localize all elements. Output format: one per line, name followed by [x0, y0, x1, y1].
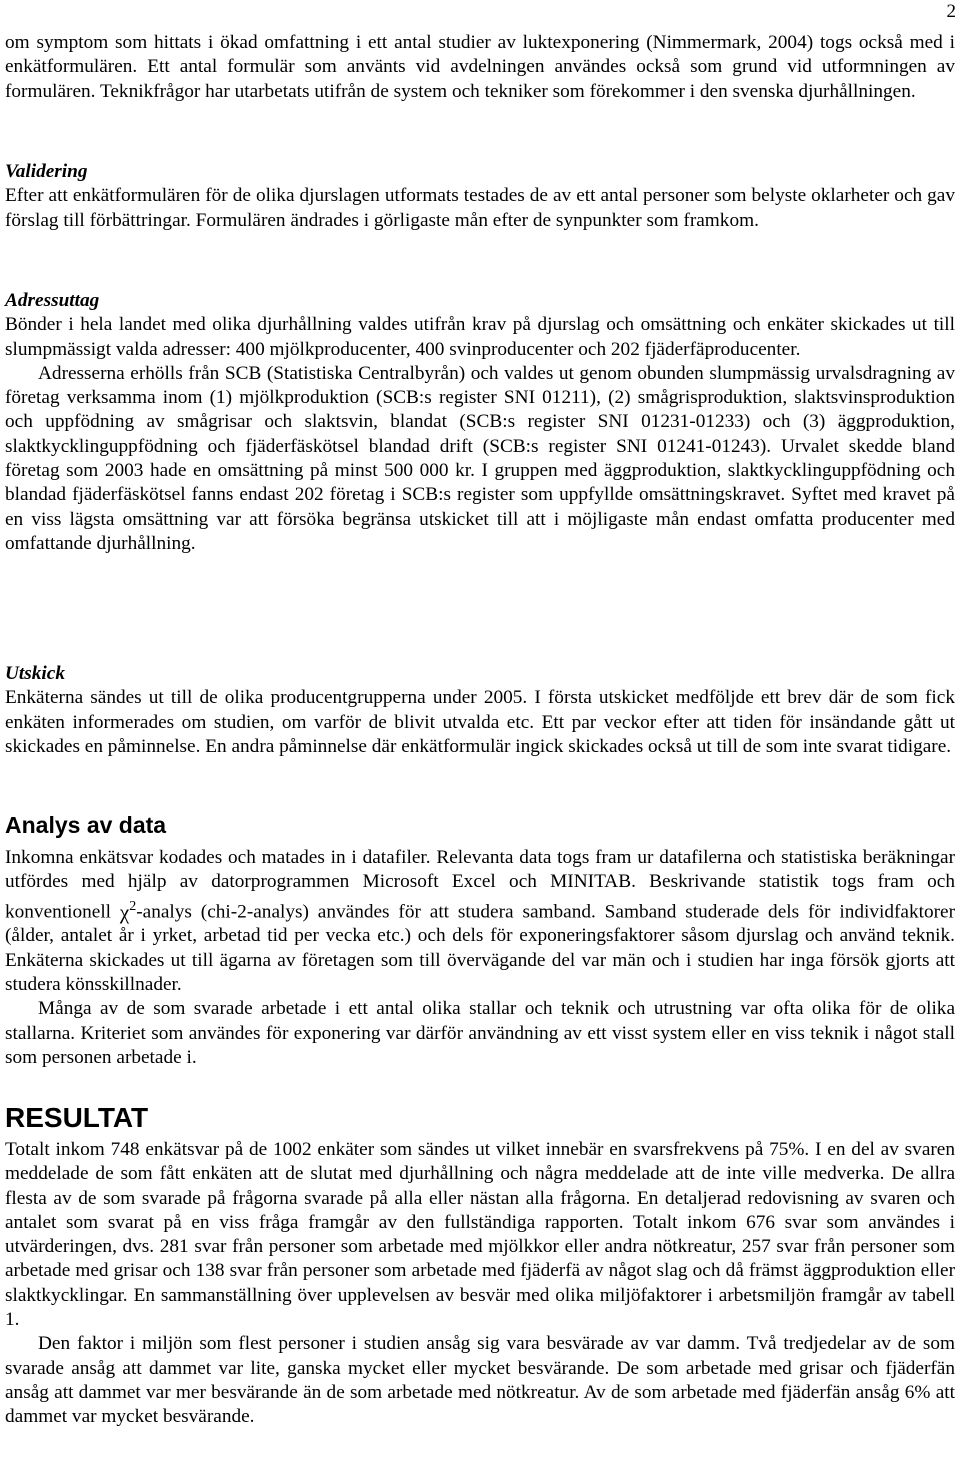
- utskick-heading: Utskick: [5, 663, 65, 684]
- analys-heading: Analys av data: [5, 812, 167, 838]
- adressuttag-heading: Adressuttag: [5, 290, 100, 311]
- analys-paragraph-1: [5, 846, 955, 997]
- adressuttag-paragraph-1: Bönder i hela landet med olika djurhållning valdes utifrån krav på djurslag och omsättning och enkäter skickades ut till slumpmässigt valda adresser: 400 mjölkproducenter, 400 svinproducenter och 202 fjäderfäproducenter.: [5, 314, 955, 360]
- resultat-paragraph-2: Den faktor i miljön som flest personer i studien ansåg sig vara besvärade av var damm. Två tredjedelar av de som svarade ansåg att dammet var lite, ganska mycket eller mycket besvärande. De som arbetade med grisar och fjäderfän ansåg att dammet var mer besvärande än de som arbetade med nötkreatur. Av de som arbetade med fjäderfän ansåg 6% att dammet var mycket besvärande.: [5, 1333, 955, 1428]
- intro-section: [5, 31, 955, 104]
- adressuttag-paragraph-2: Adresserna erhölls från SCB (Statistiska Centralbyrån) och valdes ut genom obunden slumpmässig urvalsdragning av företag verksamma inom (1) mjölkproduktion (SCB:s register SNI 01211), (2) smågrisproduktion, slaktsvinsproduktion och uppfödning av smågrisar och slaktsvin, blandat (SCB:s register SNI 01231-01233) och (3) äggproduktion, slaktkycklinguppfödning och fjäderfäskötsel blandad drift (SCB:s register SNI 01241-01243). Urvalet skedde bland företag som 2003 hade en omsättning på minst 500 000 kr. I gruppen med äggproduktion, slaktkycklinguppfödning och blandad fjäderfäskötsel fanns endast 202 företag i SCB:s register som uppfyllde omsättningskravet. Syftet med kravet på en viss lägsta omsättning var att försöka begränsa utskicket till att i möjligaste mån endast omfatta producenter med omfattande djurhållning.: [5, 362, 955, 554]
- intro-paragraph: om symptom som hittats i ökad omfattning i ett antal studier av luktexponering (Nimmermark, 2004) togs också med i enkätformulären. Ett antal formulär som använts vid avdelningen användes också som grund vid utformningen av formulären. Teknikfrågor har utarbetats utifrån de system och tekniker som förekommer i den svenska djurhållningen.: [5, 32, 955, 102]
- validering-section: [5, 160, 955, 233]
- analys-paragraph-2: Många av de som svarade arbetade i ett antal olika stallar och teknik och utrustning var ofta olika för de olika stallarna. Kriteriet som användes för exponering var därför användning av ett visst system eller en viss teknik i något stall som personen arbetade i.: [5, 998, 955, 1068]
- analys-text-before: Inkomna enkätsvar kodades och matades in i datafiler. Relevanta data togs fram ur datafilerna och statistiska beräkningar utfördes med hjälp av datorprogrammen Microsoft Excel och MINITAB. Beskrivande statistik togs fram och konventionell: [5, 847, 955, 923]
- resultat-paragraph-1: Totalt inkom 748 enkätsvar på de 1002 enkäter som sändes ut vilket innebär en svarsfrekvens på 75%. I en del av svaren meddelade de som fått enkäten att de slutat med djurhållning och några meddelade att de inte ville medverka. De allra flesta av de som svarade på frågorna svarade på alla eller nästan alla frågorna. En detaljerad redovisning av svaren och antalet som svarat på en viss fråga framgår av den fullständiga rapporten. Totalt inkom 676 svar som användes i utvärderingen, dvs. 281 svar från personer som arbetade med mjölkkor eller andra nötkreatur, 257 svar från personer som arbetade med grisar och 138 svar från personer som arbetade med fjäderfä av något slag och då främst äggproduktion eller slaktkycklingar. En sammanställning över upplevelsen av besvär med olika miljöfaktorer i arbetsmiljön framgår av tabell 1.: [5, 1139, 955, 1331]
- utskick-paragraph: Enkäterna sändes ut till de olika producentgrupperna under 2005. I första utskicket medföljde ett brev där de som fick enkäten informerades om studien, om varför de blivit utvalda etc. Ett par veckor efter att tiden för insändande gått ut skickades en påminnelse. En andra påminnelse där enkätformulär ingick skickades också ut till de som inte svarat tidigare.: [5, 687, 955, 757]
- analys-text-after: -analys (chi-2-analys) användes för att studera samband. Samband studerade dels för individfaktorer (ålder, antalet år i yrket, arbetad tid per vecka etc.) och dels för exponeringsfaktorer såsom djurslag och använd teknik. Enkäterna skickades ut till ägarna av företagen som till övervägande del var män och i studien har inga försök gjorts att studera könsskillnader.: [5, 901, 955, 995]
- adressuttag-section: [5, 289, 955, 556]
- page-number: 2: [946, 1, 956, 22]
- resultat-heading: RESULTAT: [5, 1102, 149, 1133]
- analys-section: [5, 811, 955, 1070]
- validering-paragraph: Efter att enkätformulären för de olika djurslagen utformats testades de av ett antal personer som belyste oklarheter och gav förslag till förbättringar. Formulären ändrades i görligaste mån efter de synpunkter som framkom.: [5, 185, 955, 231]
- chi-exponent: 2: [129, 898, 137, 914]
- chi-symbol: χ: [119, 900, 130, 925]
- utskick-section: [5, 662, 955, 759]
- resultat-section: [5, 1101, 955, 1430]
- validering-heading: Validering: [5, 161, 88, 182]
